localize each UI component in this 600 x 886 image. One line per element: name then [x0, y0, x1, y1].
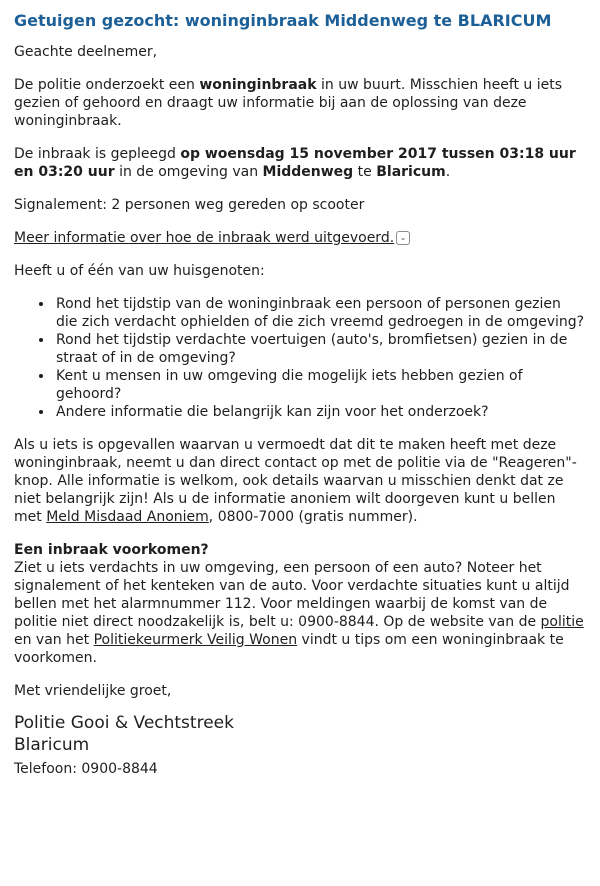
- list-item: • Andere informatie die belangrijk kan zijn voor het onderzoek?: [54, 403, 586, 421]
- contact-paragraph: [14, 436, 586, 526]
- intro-text-1: De politie onderzoekt een: [14, 77, 200, 93]
- closing: Met vriendelijke groet,: [14, 683, 172, 699]
- when-street: Middenweg: [262, 164, 354, 180]
- when-text-2: in de omgeving van: [114, 164, 263, 180]
- more-info-link[interactable]: Meer informatie over hoe de inbraak werd uitgevoerd.: [14, 230, 395, 246]
- when-paragraph: [14, 145, 586, 181]
- email-body: [0, 11, 600, 778]
- when-datetime: op woensdag 15 november 2017 tussen 03:18 uur en 03:20 uur: [14, 146, 576, 180]
- question-list: [14, 295, 586, 421]
- prevent-text-3: vindt u tips om een woninginbraak te voorkomen.: [14, 632, 564, 666]
- page-title: Getuigen gezocht: woninginbraak Middenweg te BLARICUM: [14, 11, 552, 30]
- when-text-4: .: [445, 164, 451, 180]
- when-text-3: te: [353, 164, 377, 180]
- greeting: Geachte deelnemer,: [14, 44, 158, 60]
- list-item: • Rond het tijdstip verdachte voertuigen (auto's, bromfietsen) gezien in de straat of in de omgeving?: [54, 331, 586, 367]
- intro-bold-crime: woninginbraak: [199, 77, 317, 93]
- list-item: • Rond het tijdstip van de woninginbraak een persoon of personen gezien die zich verdacht ophielden of die zich vreemd gedroegen in de omgeving?: [54, 295, 586, 331]
- meld-misdaad-anoniem-link[interactable]: Meld Misdaad Anoniem: [46, 509, 209, 525]
- contact-text-2: , 0800-7000 (gratis nummer).: [208, 509, 418, 525]
- question-intro: Heeft u of één van uw huisgenoten:: [14, 263, 265, 279]
- list-item: • Kent u mensen in uw omgeving die mogelijk iets hebben gezien of gehoord?: [54, 367, 586, 403]
- politiekeurmerk-link[interactable]: Politiekeurmerk Veilig Wonen: [93, 632, 298, 648]
- more-info-row: [14, 229, 586, 247]
- intro-text-2: in uw buurt. Misschien heeft u iets gezien of gehoord en draagt uw informatie bij aan de oplossing van deze woninginbraak.: [14, 77, 563, 129]
- when-city: Blaricum: [376, 164, 446, 180]
- chevron-down-icon[interactable]: ⌄: [396, 231, 410, 245]
- prevent-text-2: en van het: [14, 632, 94, 648]
- signature-org: Politie Gooi & Vechtstreek: [14, 713, 234, 733]
- contact-text-1: Als u iets is opgevallen waarvan u vermoedt dat dit te maken heeft met deze woninginbraak, neemt u dan direct contact op met de politie via de "Reageren"-knop. Alle informatie is welkom, ook details waarvan u misschien denkt dat ze niet belangrijk zijn! Als u de informatie anoniem wilt doorgeven kunt u bellen met: [14, 437, 577, 525]
- signature-city: Blaricum: [14, 735, 90, 755]
- prevent-text-1: Ziet u iets verdachts in uw omgeving, een persoon of een auto? Noteer het signalement of het kenteken van de auto. Voor verdachte situaties kunt u altijd bellen met het alarmnummer 112. Voor meldingen waarbij de komst van de politie niet direct noodzakelijk is, belt u: 0900-8844. Op de website van de: [14, 560, 570, 630]
- prevent-paragraph: [14, 541, 586, 667]
- description: Signalement: 2 personen weg gereden op scooter: [14, 197, 365, 213]
- prevent-heading: Een inbraak voorkomen?: [14, 542, 209, 558]
- signature: [14, 712, 586, 778]
- politie-link[interactable]: politie: [540, 614, 584, 630]
- signature-phone: Telefoon: 0900-8844: [14, 761, 158, 777]
- intro-paragraph: [14, 76, 586, 130]
- when-text-1: De inbraak is gepleegd: [14, 146, 181, 162]
